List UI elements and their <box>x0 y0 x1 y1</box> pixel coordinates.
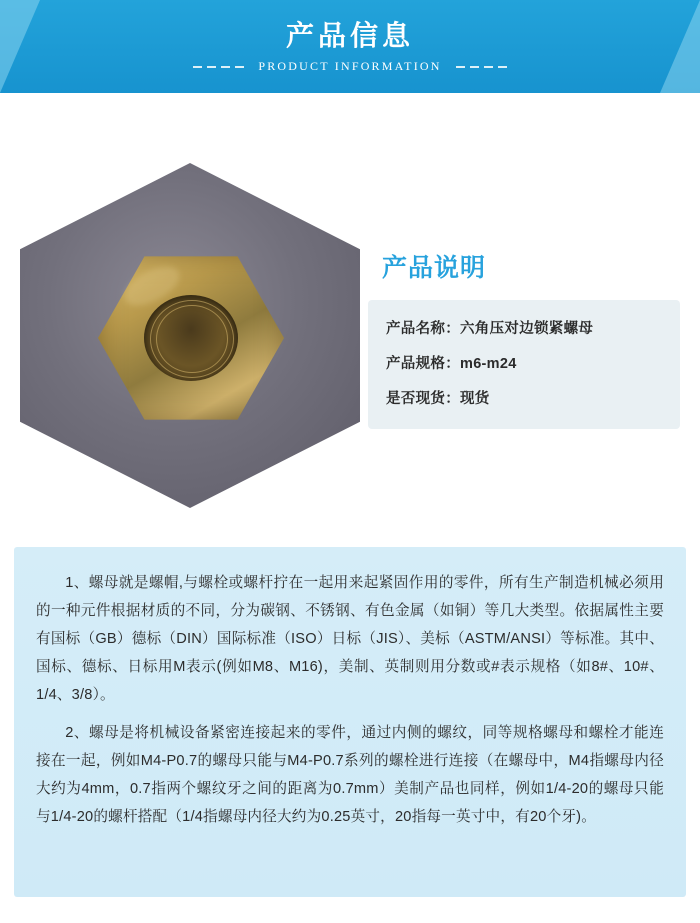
banner-subtitle-row <box>193 59 506 74</box>
product-name-row: 产品名称：六角压对边锁紧螺母 <box>386 321 594 337</box>
description-paragraph-1: 1、螺母就是螺帽,与螺栓或螺杆拧在一起用来起紧固作用的零件，所有生产制造机械必须用的一种元件根据材质的不同，分为碳钢、不锈钢、有色金属（如铜）等几大类型。依据属性主要有国标（GB）德标（DIN）国际标准（ISO）日标（JIS）、美标（ASTM/ANSI）等标准。其中、国标、德标、日标用M表示(例如M8、M16)，美制、英制则用分数或#表示规格（如8#、10#、1/4、3/8）。 <box>36 575 664 703</box>
product-spec-box <box>368 300 680 429</box>
dash-group-left-icon <box>193 66 244 68</box>
product-section <box>0 93 700 533</box>
banner-subtitle: PRODUCT INFORMATION <box>258 59 442 73</box>
header-banner <box>0 0 700 93</box>
product-section-title: 产品说明 <box>382 254 487 282</box>
banner-content <box>0 0 700 93</box>
nut-thread-ring-2 <box>156 305 228 373</box>
dash-group-right-icon <box>456 66 507 68</box>
product-stock-row: 是否现货：现货 <box>386 391 490 407</box>
description-panel <box>14 547 686 897</box>
product-info-card <box>368 248 680 429</box>
product-image <box>20 163 360 508</box>
banner-title: 产品信息 <box>285 20 414 51</box>
hex-nut-illustration <box>98 253 284 423</box>
description-paragraph-2: 2、螺母是将机械设备紧密连接起来的零件，通过内侧的螺纹，同等规格螺母和螺栓才能连接在一起，例如M4-P0.7的螺母只能与M4-P0.7系列的螺栓进行连接（在螺母中，M4指螺母内径大约为4mm，0.7指两个螺纹牙之间的距离为0.7mm）美制产品也同样，例如1/4-20的螺母只能与1/4-20的螺杆搭配（1/4指螺母内径大约为0.25英寸，20指每一英寸中，有20个牙)。 <box>36 725 664 825</box>
product-spec-row: 产品规格：m6-m24 <box>386 356 517 372</box>
